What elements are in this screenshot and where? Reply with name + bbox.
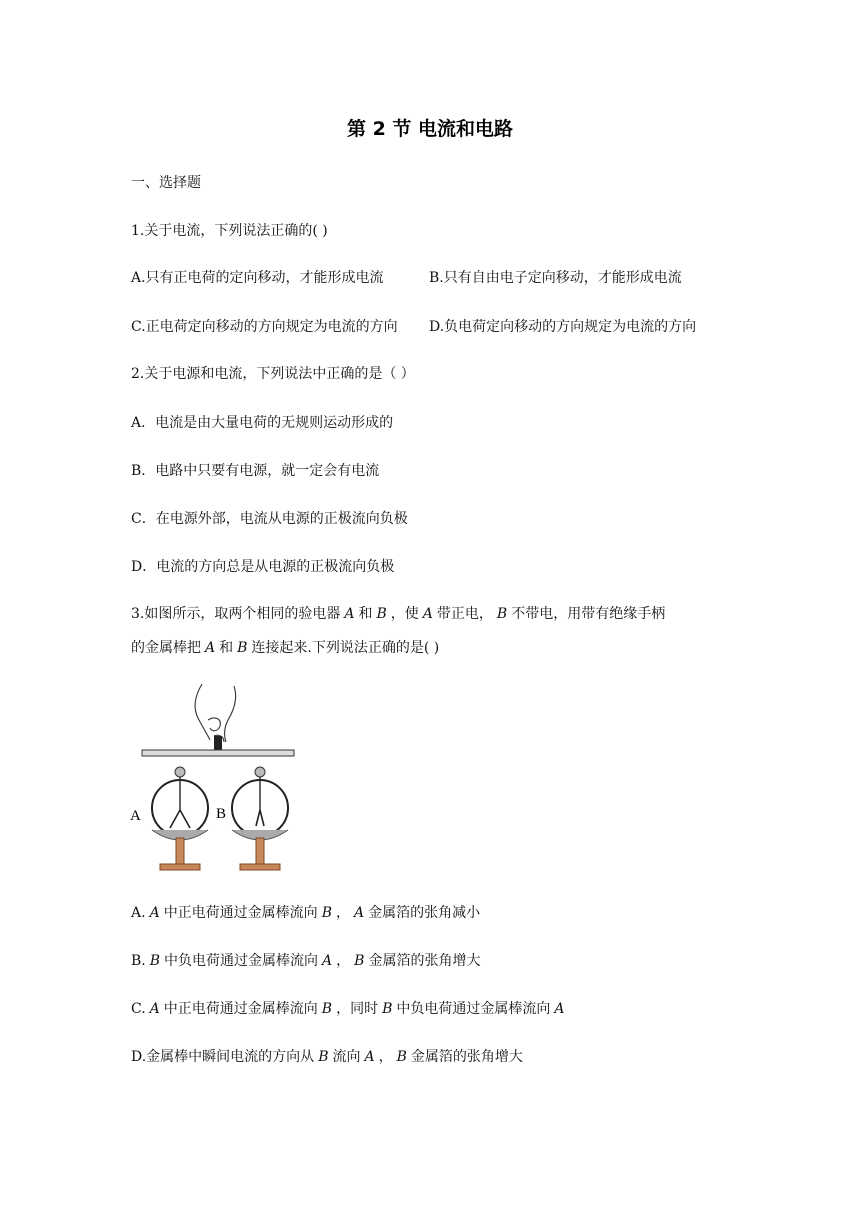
option-text: ， [335,905,350,921]
q1-stem: 1.关于电流，下列说法正确的( ) [131,223,328,239]
var-b: B [321,1001,333,1017]
q3-stem-line2 [131,638,439,658]
q3-option-b [131,951,480,971]
q1-option-d: D.负电荷定向移动的方向规定为电流的方向 [429,319,697,335]
conj-and: 和 [358,606,373,622]
label-a: A [130,808,141,824]
q3-stem-line1 [131,604,665,624]
q3-option-a [131,903,480,923]
var-b: B [496,606,508,622]
metal-rod [142,750,294,756]
page-title: 第 2 节 电流和电路 [346,118,514,140]
q1-option-a: A.只有正电荷的定向移动，才能形成电流 [131,270,384,286]
option-text: ，同时 [336,1001,379,1017]
q1-option-c: C.正电荷定向移动的方向规定为电流的方向 [131,319,398,335]
var-b: B [354,953,365,969]
var-b: B [237,640,248,656]
electroscope-diagram [130,680,306,880]
electroscope-a [152,767,208,870]
var-a: A [353,905,365,921]
var-a: A [554,1001,565,1017]
var-a: A [322,953,333,969]
var-b: B [321,905,332,921]
q3-option-c [131,999,569,1019]
foil-leaves [170,810,190,828]
var-a: A [205,640,216,656]
var-b: B [318,1049,329,1065]
q2-option-c: C．在电源外部，电流从电源的正极流向负极 [131,511,408,527]
q3-stem-text: 连接起来.下列说法正确的是( ) [251,640,440,656]
q2-option-a: A．电流是由大量电荷的无规则运动形成的 [131,415,394,431]
var-b: B [396,1049,407,1065]
q3-stem-text: 不带电，用带有绝缘手柄 [511,606,666,622]
q2-stem: 2.关于电源和电流，下列说法中正确的是（ ） [131,366,415,382]
label-b: B [216,806,227,822]
q2-option-d: D．电流的方向总是从电源的正极流向负极 [131,559,395,575]
q3-option-d [131,1047,523,1067]
option-text: 中负电荷通过金属棒流向 [396,1001,551,1017]
var-a: A [344,606,355,622]
q2-option-b: B．电路中只要有电源，就一定会有电流 [131,463,380,479]
q3-stem-text: ，使 [390,606,419,622]
var-b: B [149,953,161,969]
electroscope-figure [130,680,306,880]
q3-stem-text: 的金属棒把 [131,640,201,656]
section-heading: 一、选择题 [131,175,201,191]
foil-leaves [256,810,264,826]
option-text: 流向 [332,1049,361,1065]
var-a: A [364,1049,375,1065]
var-a: A [149,1001,160,1017]
option-prefix: B. [131,953,146,969]
option-text: ， [378,1049,393,1065]
q1-option-b: B.只有自由电子定向移动，才能形成电流 [429,270,682,286]
option-text: 金属箔的张角增大 [368,953,481,969]
q3-stem-text: 3.如图所示，取两个相同的验电器 [131,606,341,622]
var-a: A [422,606,433,622]
option-text: 金属箔的张角增大 [410,1049,523,1065]
q3-stem-text: 带正电， [436,606,493,622]
var-b: B [376,606,387,622]
option-prefix: C. [131,1001,146,1017]
conj-and: 和 [219,640,234,656]
option-text: 中正电荷通过金属棒流向 [163,1001,318,1017]
option-text: 金属箔的张角减小 [368,905,481,921]
electroscope-b [232,767,288,870]
var-a: A [149,905,160,921]
option-text: 中负电荷通过金属棒流向 [164,953,319,969]
hand-icon [195,684,236,742]
option-prefix: A. [131,905,146,921]
option-prefix: D.金属棒中瞬间电流的方向从 [131,1049,315,1065]
option-text: ， [336,953,351,969]
option-text: 中正电荷通过金属棒流向 [163,905,318,921]
var-b: B [382,1001,393,1017]
